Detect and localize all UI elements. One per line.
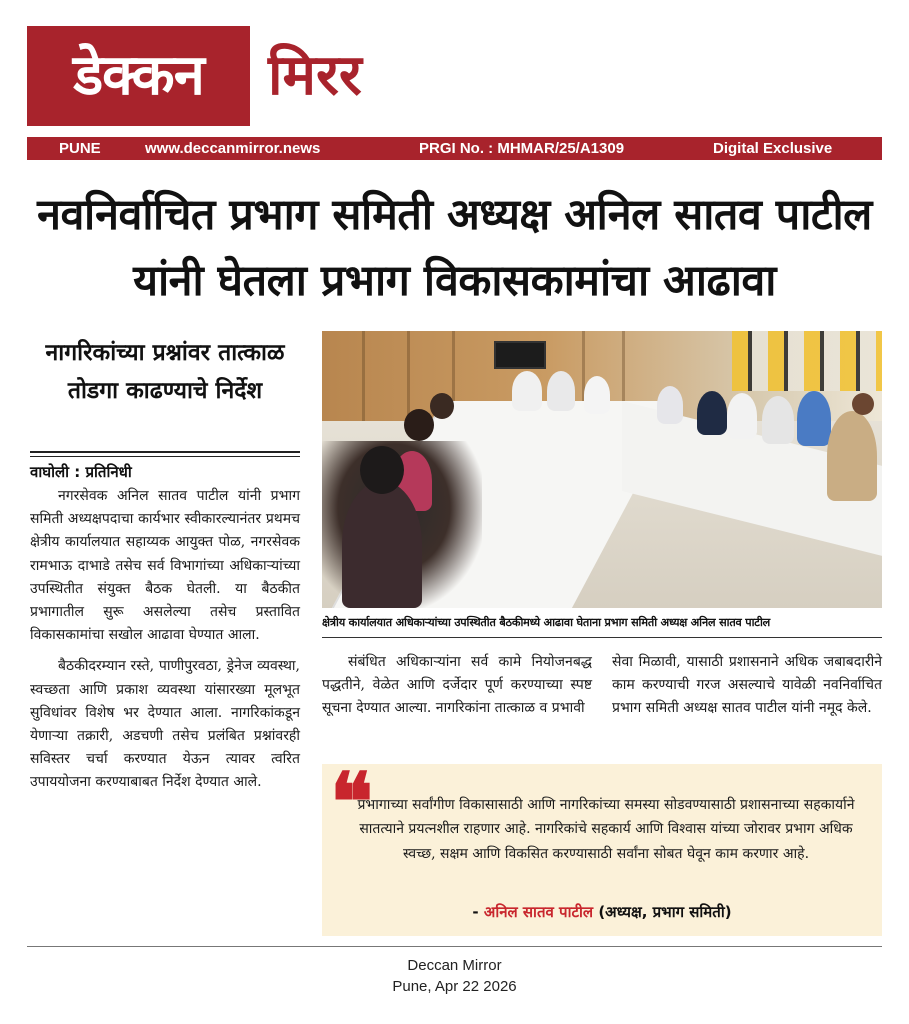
photo-person: [657, 386, 683, 424]
byline: वाघोली : प्रतिनिधी: [30, 463, 132, 481]
photo-tv-screen: [494, 341, 546, 369]
masthead-logo-block: [27, 26, 250, 126]
website-link[interactable]: www.deccanmirror.news: [145, 140, 321, 157]
photo-person: [512, 371, 542, 411]
edition-city: PUNE: [59, 140, 101, 157]
article-paragraph: संबंधित अधिकाऱ्यांना सर्व कामे नियोजनबद्ध पद्धतीने, वेळेत आणि दर्जेदार पूर्ण करण्याच्या स्पष्ट सूचना देण्यात आल्या. नागरिकांना तात्काळ व प्रभावी: [322, 654, 592, 717]
subheadline: नागरिकांच्या प्रश्नांवर तात्काळ तोडगा काढण्याचे निर्देश: [45, 340, 285, 404]
caption-divider: [322, 637, 882, 638]
article-middle-column: [322, 651, 592, 721]
attribution-role: (अध्यक्ष, प्रभाग समिती): [593, 903, 732, 921]
footer-divider: [27, 946, 882, 947]
prgi-number: PRGI No. : MHMAR/25/A1309: [419, 140, 625, 157]
photo-person: [762, 396, 794, 444]
logo-right-text: मिरर: [268, 43, 362, 108]
article-left-column: [30, 485, 300, 803]
masthead-info-bar: [27, 137, 882, 160]
photo-person: [727, 393, 757, 439]
article-paragraph: नगरसेवक अनिल सातव पाटील यांनी प्रभाग समिती अध्यक्षपदाचा कार्यभार स्वीकारल्यानंतर प्रथमच क्षेत्रीय कार्यालयात सहाय्यक आयुक्त पोळ, नगरसेवक रामभाऊ दाभाडे तसेच सर्व विभागांच्या अधिकाऱ्यांच्या उपस्थितीत संयुक्त बैठक घेतली. या बैठकीत प्रभागातील सुरू असलेल्या तसेच प्रस्तावित विकासकामांचा सखोल आढावा घेण्यात आला.: [30, 488, 300, 644]
footer-publication: Deccan Mirror: [407, 957, 502, 974]
photo-person: [697, 391, 727, 435]
photo-panel: [362, 331, 365, 421]
attribution-name: अनिल सातव पाटील: [483, 903, 594, 921]
article-paragraph: सेवा मिळावी, यासाठी प्रशासनाने अधिक जबाबदारीने काम करण्याची गरज असल्याचे यावेळी नवनिर्वाचित प्रभाग समिती अध्यक्ष सातव पाटील यांनी नमूद केले.: [612, 654, 882, 717]
logo-left-text: डेक्कन: [73, 43, 204, 108]
photo-hex-decor: [732, 331, 882, 391]
subheadline-divider: [30, 451, 300, 453]
quote-box: [322, 755, 882, 936]
photo-panel: [407, 331, 410, 421]
subheadline-divider-thin: [30, 456, 300, 457]
footer: [0, 955, 909, 997]
quote-attribution: [322, 902, 882, 922]
photo-person-head: [430, 393, 454, 419]
photo-person: [797, 391, 831, 446]
photo-person: [547, 371, 575, 411]
footer-place-date: Pune, Apr 22 2026: [392, 978, 517, 995]
photo-person-head: [404, 409, 434, 441]
main-headline: नवनिर्वाचित प्रभाग समिती अध्यक्ष अनिल सातव पाटील यांनी घेतला प्रभाग विकासकामांचा आढावा: [37, 190, 872, 306]
article-right-column: [612, 651, 882, 721]
edition-label: Digital Exclusive: [713, 140, 833, 157]
quote-text: प्रभागाच्या सर्वांगीण विकासासाठी आणि नागरिकांच्या समस्या सोडवण्यासाठी प्रशासनाच्या सहकार्याने सातत्याने प्रयत्नशील राहणार आहे. नागरिकांचे सहकार्य आणि विश्वास यांच्या जोरावर प्रभाग अधिक स्वच्छ, सक्षम आणि विकसित करण्यासाठी सर्वांना सोबत घेवून काम करणार आहे.: [357, 797, 855, 862]
quote-mark-icon: ❝: [330, 755, 368, 849]
photo-caption: क्षेत्रीय कार्यालयात अधिकाऱ्यांच्या उपस्थितीत बैठकीमध्ये आढावा घेताना प्रभाग समिती अध्यक्ष अनिल सातव पाटील: [322, 616, 771, 629]
photo-person-head: [852, 393, 874, 415]
meeting-photo: [322, 331, 882, 608]
photo-person: [827, 411, 877, 501]
article-paragraph: बैठकीदरम्यान रस्ते, पाणीपुरवठा, ड्रेनेज व्यवस्था, स्वच्छता आणि प्रकाश व्यवस्था यांसारख्या मूलभूत सुविधांवर विशेष भर देण्यात आला. नागरिकांकडून येणाऱ्या तक्रारी, अडचणी तसेच प्रलंबित प्रश्नांवरही सविस्तर चर्चा करण्यात येऊन त्यावर त्वरित उपाययोजना करण्याबाबत निर्देश देण्यात आले.: [30, 658, 300, 791]
photo-person: [342, 481, 422, 608]
photo-person: [584, 376, 610, 414]
attribution-prefix: -: [472, 903, 484, 921]
photo-person-head: [360, 446, 404, 494]
